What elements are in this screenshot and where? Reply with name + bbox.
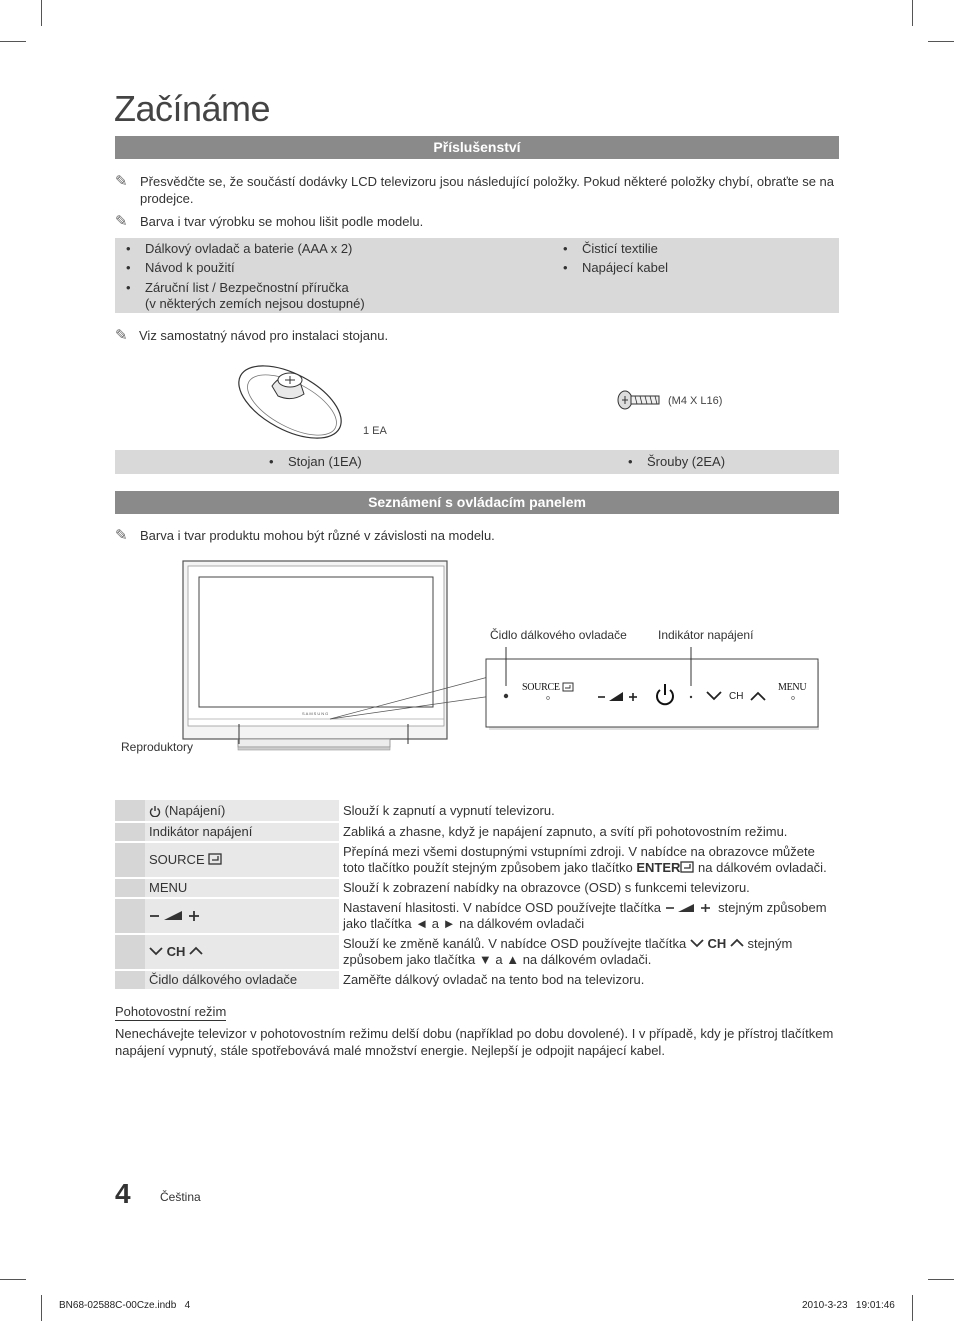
note-check: ✎ Přesvědčte se, že součástí dodávky LCD televizoru jsou následující položky. Pokud některé položky chybí, obraťte se na prodejce. <box>115 173 835 206</box>
left-arrow-icon: ◄ <box>415 916 429 931</box>
stand-label: • Stojan (1EA) <box>288 454 362 470</box>
accessory-warranty: • Záruční list / Bezpečnostní příručka (v některých zemích nejsou dostupné) <box>145 280 365 312</box>
callout-remote-sensor: Čidlo dálkového ovladače <box>490 628 627 642</box>
power-icon <box>149 805 161 817</box>
accessory-remote: • Dálkový ovladač a baterie (AAA x 2) <box>145 241 352 257</box>
crop-mark <box>41 0 42 26</box>
note-color: ✎ Barva i tvar výrobku se mohou lišit podle modelu. <box>115 213 424 230</box>
footer-file: BN68-02588C-00Cze.indb 4 <box>59 1300 191 1311</box>
chevron-up-icon <box>730 937 744 949</box>
enter-icon <box>208 853 222 865</box>
crop-mark <box>928 41 954 42</box>
volume-icon <box>149 908 205 922</box>
table-row: Nastavení hlasitosti. V nabídce OSD používejte tlačítka stejným způsobem jako tlačítka ◄ a ► na dálkovém ovladači <box>115 899 840 933</box>
accessory-cable: • Napájecí kabel <box>582 260 668 276</box>
table-row: Indikátor napájení Zabliká a zhasne, když je napájení zapnuto, a svítí při pohotovostním režimu. <box>115 823 840 841</box>
chevron-up-icon <box>189 945 203 957</box>
chevron-down-icon <box>149 945 163 957</box>
tv-diagram <box>180 558 830 758</box>
pencil-icon: ✎ <box>115 327 128 344</box>
stand-qty: 1 EA <box>363 425 387 437</box>
crop-mark <box>0 1279 26 1280</box>
crop-mark <box>41 1295 42 1321</box>
table-row: CH Slouží ke změně kanálů. V nabídce OSD používejte tlačítka CH stejným způsobem jako tlačítka ▼ a ▲ na dálkovém ovladači. <box>115 935 840 969</box>
stand-illustration <box>232 358 352 442</box>
callout-power-indicator: Indikátor napájení <box>658 628 754 642</box>
up-arrow-icon: ▲ <box>506 952 520 967</box>
screws-label: • Šrouby (2EA) <box>647 454 725 470</box>
footer-language: Čeština <box>160 1190 201 1204</box>
crop-mark <box>0 41 26 42</box>
crop-mark <box>928 1279 954 1280</box>
stand-screws-bar <box>115 450 839 474</box>
down-arrow-icon: ▼ <box>478 952 492 967</box>
standby-text: Nenechávejte televizor v pohotovostním režimu delší dobu (například po dobu dovolené). I v případě, kdy je přístroj tlačítkem napájení vypnutý, stále spotřebovává malé množství energie. Nejlepší je odpojit napájecí kabel. <box>115 1026 834 1058</box>
panel-ch-label: CH <box>729 691 744 702</box>
callout-speakers: Reproduktory <box>121 740 194 754</box>
page-number: 4 <box>115 1178 131 1209</box>
note-stand-manual: ✎ Viz samostatný návod pro instalaci stojanu. <box>115 327 389 344</box>
accessory-cloth: • Čisticí textilie <box>582 241 658 257</box>
page-title: Začínáme <box>114 88 271 129</box>
table-row: SOURCE Přepíná mezi všemi dostupnými vstupními zdroji. V nabídce na obrazovce můžete toto tlačítko použít stejným způsobem jako tlačítko ENTER na dálkovém ovladači. <box>115 843 840 877</box>
standby-heading: Pohotovostní režim <box>115 1004 227 1019</box>
section-control-panel-header: Seznámení s ovládacím panelem <box>115 491 839 514</box>
accessory-manual: • Návod k použití <box>145 260 235 276</box>
footer-date: 2010-3-23 19:01:46 <box>802 1300 895 1311</box>
chevron-down-icon <box>690 937 704 949</box>
pencil-icon: ✎ <box>115 213 128 230</box>
panel-source-label: SOURCE <box>522 682 560 693</box>
screw-icon <box>615 388 665 412</box>
pencil-icon: ✎ <box>115 527 128 544</box>
table-row: (Napájení) Slouží k zapnutí a vypnutí televizoru. <box>115 800 840 821</box>
crop-mark <box>912 0 913 26</box>
panel-menu-label: MENU <box>778 682 807 693</box>
crop-mark <box>912 1295 913 1321</box>
brand-logo: SAMSUNG <box>302 711 330 716</box>
controls-table <box>115 798 840 991</box>
enter-icon <box>680 861 694 873</box>
right-arrow-icon: ► <box>442 916 456 931</box>
table-row: Čidlo dálkového ovladače Zaměřte dálkový ovladač na tento bod na televizoru. <box>115 971 840 989</box>
note-panel-color: ✎ Barva i tvar produktu mohou být různé v závislosti na modelu. <box>115 527 495 544</box>
volume-icon <box>665 901 715 913</box>
pencil-icon: ✎ <box>115 173 128 190</box>
table-row: MENU Slouží k zobrazení nabídky na obrazovce (OSD) s funkcemi televizoru. <box>115 879 840 897</box>
section-accessories-header: Příslušenství <box>115 136 839 159</box>
screw-size: (M4 X L16) <box>668 395 723 407</box>
